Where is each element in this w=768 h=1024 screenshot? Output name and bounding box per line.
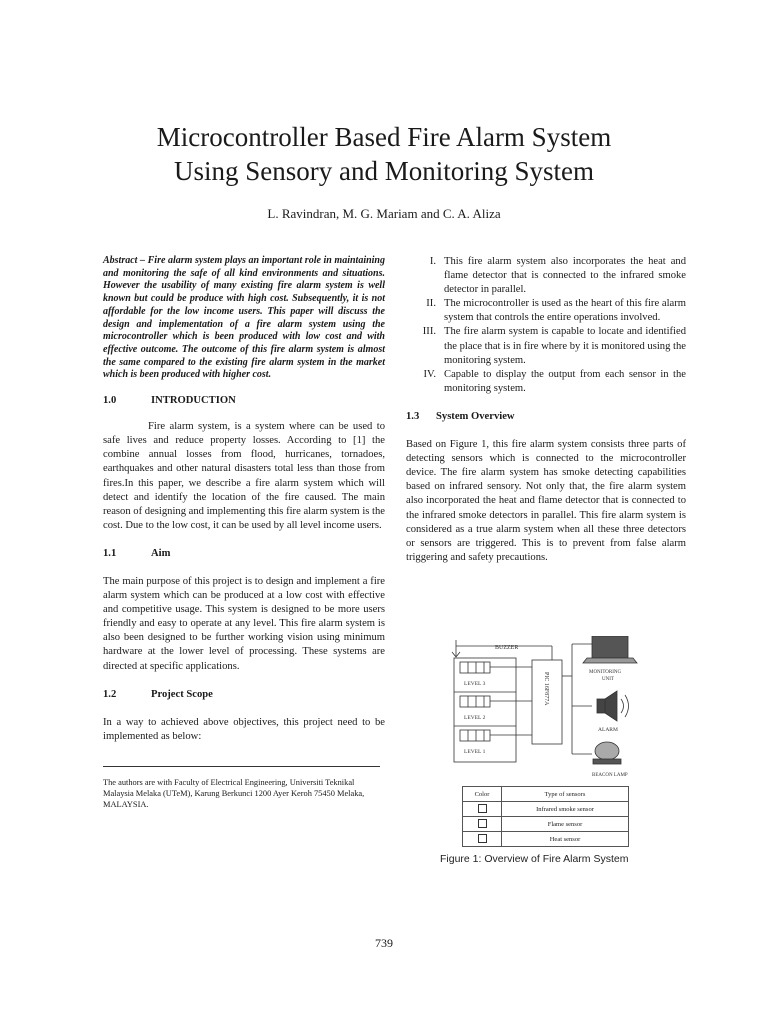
color-swatch xyxy=(478,819,487,828)
level3-label: LEVEL 3 xyxy=(464,681,486,687)
system-diagram xyxy=(442,636,652,782)
paper-title xyxy=(0,120,768,188)
legend-sensor-name: Flame sensor xyxy=(502,817,629,832)
section-title: Project Scope xyxy=(151,688,213,700)
speaker-body xyxy=(597,699,605,713)
left-column xyxy=(103,255,385,810)
beacon-lamp-dome xyxy=(595,742,619,760)
aim-paragraph: The main purpose of this project is to design and implement a fire alarm system which can be produced at a low cost with effective and competitive usage. This system is designed to be more users friendly and easy to operate at any level. This fire alarm system is also been designed to be further working vision using minimum hardware at the lower level of processing. These systems are directed at specific applications. xyxy=(103,575,385,672)
color-swatch xyxy=(478,834,487,843)
table-row xyxy=(463,817,629,832)
laptop-screen xyxy=(592,636,628,658)
buzzer-label: BUZZER xyxy=(495,645,519,651)
footnote: The authors are with Faculty of Electrical Engineering, Universiti Teknikal Malaysia Melaka (UTeM), Karung Berkunci 1200 Ayer Keroh 75450 Melaka, MALAYSIA. xyxy=(103,777,365,809)
level2-label: LEVEL 2 xyxy=(464,715,486,721)
level1-label: LEVEL 1 xyxy=(464,749,486,755)
monitoring-label: MONITORING xyxy=(589,670,622,675)
introduction-paragraph: Fire alarm system, is a system where can be used to safe lives and reduce property losses. According to [1] the combine annual losses from flood, hurricanes, tornadoes, earthquakes and other natural disasters total less than those from fires.In this paper, we describe a fire alarm system which will detect and identify the location of the fire caused. The main reason of designing and implementing this fire alarm system is the cost. Due to the low cost, it can be used by all level income users. xyxy=(103,421,385,531)
diagram-svg xyxy=(442,636,652,782)
legend-header-type: Type of sensors xyxy=(502,787,629,802)
level3-sensor-box xyxy=(460,662,490,673)
section-scope-heading xyxy=(103,688,385,702)
section-title: INTRODUCTION xyxy=(151,395,236,407)
section-number: 1.0 xyxy=(103,395,117,407)
sensor-legend-table xyxy=(462,786,629,847)
section-overview-heading xyxy=(406,410,686,424)
speaker-cone xyxy=(605,691,617,721)
monitoring-unit-label: UNIT xyxy=(602,677,614,682)
levels-frame xyxy=(454,658,516,762)
alarm-label: ALARM xyxy=(598,727,618,733)
figure-caption: Figure 1: Overview of Fire Alarm System xyxy=(440,853,629,865)
color-swatch xyxy=(478,804,487,813)
section-introduction-heading xyxy=(103,394,385,408)
authors: L. Ravindran, M. G. Mariam and C. A. Aliza xyxy=(267,206,501,221)
abstract: Abstract – Fire alarm system plays an important role in maintaining and monitoring the safe of all kind environments and situations. However the usability of many existing fire alarm system is well known but could be produce with high cost. Subsequently, it is not affordable for the low income users. This paper will discuss the design and implementation of a fire alarm system using the microcontroller which is been produced with low cost and with effective outcome. The outcome of this fire alarm system is almost the same compared to the existing fire alarm system in the market which is been produced with higher cost. xyxy=(103,255,385,381)
list-item: II. The microcontroller is used as the heart of this fire alarm system that controls the entire operations involved. xyxy=(426,298,686,324)
section-title: System Overview xyxy=(436,410,515,422)
section-number: 1.3 xyxy=(406,410,420,422)
section-aim-heading xyxy=(103,547,385,561)
section-number: 1.1 xyxy=(103,547,117,559)
footnote-rule xyxy=(103,766,380,767)
section-title: Aim xyxy=(151,547,171,559)
list-item: IV. Capable to display the output from each sensor in the monitoring system. xyxy=(423,368,686,394)
list-item: III. The fire alarm system is capable to locate and identified the place that is in fire where by it is monitored using the monitoring system. xyxy=(422,326,686,366)
legend-sensor-name: Heat sensor xyxy=(502,832,629,847)
list-item: I. This fire alarm system also incorporates the heat and flame detector that is connected to the infrared smoke detector in parallel. xyxy=(429,256,686,296)
table-row xyxy=(463,832,629,847)
table-row xyxy=(463,802,629,817)
table-row xyxy=(463,787,629,802)
scope-list xyxy=(406,255,686,396)
beacon-label: BEACON LAMP xyxy=(592,773,628,778)
scope-paragraph: In a way to achieved above objectives, this project need to be implemented as below: xyxy=(103,716,385,742)
legend-header-color: Color xyxy=(463,787,502,802)
section-number: 1.2 xyxy=(103,688,117,700)
level1-sensor-box xyxy=(460,730,490,741)
page-number: 739 xyxy=(375,936,393,950)
overview-paragraph: Based on Figure 1, this fire alarm system consists three parts of detecting sensors which is connected to the microcontroller device. The fire alarm system has smoke detecting capabilities based on infrared sensory. Not only that, the fire alarm system also incorporated the heat and flame detector that is connected to the infrared smoke detectors in parallel. This fire alarm system is considered as a true alarm system when all these three detectors or sensors are triggered. This is to prevent from false alarm triggering and safety precautions. xyxy=(406,439,686,563)
microcontroller-label: PIC 16F877A xyxy=(543,672,549,706)
beacon-lamp-base xyxy=(593,759,621,764)
title-line-2: Using Sensory and Monitoring System xyxy=(173,156,594,186)
right-column xyxy=(406,255,686,565)
laptop-base xyxy=(583,658,637,663)
legend-sensor-name: Infrared smoke sensor xyxy=(502,802,629,817)
level2-sensor-box xyxy=(460,696,490,707)
title-line-1: Microcontroller Based Fire Alarm System xyxy=(156,122,612,152)
